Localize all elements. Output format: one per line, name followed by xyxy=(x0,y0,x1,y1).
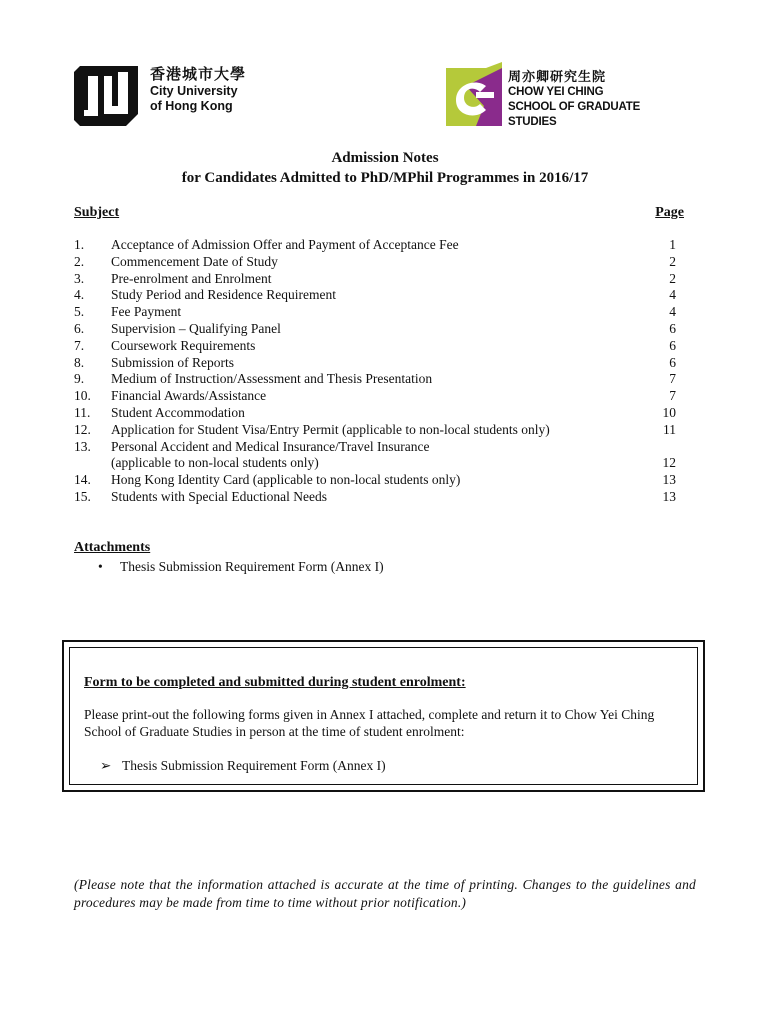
cityu-name-en-1: City University xyxy=(150,84,238,98)
toc-item-page: 11 xyxy=(663,421,676,437)
toc-item-number: 9. xyxy=(74,371,85,387)
toc-item-subject: (applicable to non-local students only) xyxy=(111,455,319,471)
toc-row xyxy=(74,422,684,439)
toc-item-subject: Medium of Instruction/Assessment and Thesis Presentation xyxy=(111,371,433,387)
toc-item-subject: Student Accommodation xyxy=(111,404,245,420)
form-notice-title: Form to be completed and submitted during student enrolment: xyxy=(84,675,466,690)
document-title: Admission Notes xyxy=(331,150,439,166)
toc-item-subject: Commencement Date of Study xyxy=(111,253,278,269)
toc-item-subject: Study Period and Residence Requirement xyxy=(111,287,336,303)
toc-item-number: 3. xyxy=(74,270,85,286)
toc-row xyxy=(74,455,684,472)
cyc-name-en-2: SCHOOL OF GRADUATE STUDIES xyxy=(508,101,641,128)
toc-item-page: 4 xyxy=(669,304,676,320)
form-notice-item-text: Thesis Submission Requirement Form (Annex I) xyxy=(122,758,386,773)
toc-item-subject: Personal Accident and Medical Insurance/Travel Insurance xyxy=(111,438,430,454)
toc-item-subject: Coursework Requirements xyxy=(111,337,256,353)
attachment-item-text: Thesis Submission Requirement Form (Annex I) xyxy=(120,559,384,574)
toc-item-subject: Application for Student Visa/Entry Permit (applicable to non-local students only) xyxy=(111,421,550,437)
toc-item-page: 13 xyxy=(662,472,676,488)
toc-row xyxy=(74,371,684,388)
toc-item-page: 6 xyxy=(669,337,676,353)
cityu-logo-text xyxy=(150,66,246,114)
cyc-name-en-1: CHOW YEI CHING xyxy=(508,86,604,98)
toc-row xyxy=(74,338,684,355)
toc-item-page: 12 xyxy=(662,455,676,471)
toc-row xyxy=(74,405,684,422)
toc-row xyxy=(74,304,684,321)
toc-row xyxy=(74,439,684,456)
toc-row xyxy=(74,388,684,405)
toc-page-header: Page xyxy=(655,205,684,220)
toc-item-page: 10 xyxy=(662,404,676,420)
toc-item-number: 7. xyxy=(74,337,85,353)
toc-item-number: 11. xyxy=(74,404,91,420)
cyc-logo-text xyxy=(508,68,686,130)
cyc-emblem-icon xyxy=(446,62,502,126)
toc-item-number: 15. xyxy=(74,488,91,504)
bullet-icon: • xyxy=(98,559,103,574)
toc-item-number: 1. xyxy=(74,237,85,252)
toc-row xyxy=(74,287,684,304)
table-of-contents xyxy=(74,237,684,506)
cyc-logo xyxy=(446,60,686,130)
document-subtitle: for Candidates Admitted to PhD/MPhil Programmes in 2016/17 xyxy=(181,170,589,186)
toc-item-subject: Financial Awards/Assistance xyxy=(111,388,267,404)
cityu-name-zh: 香港城市大學 xyxy=(150,66,247,83)
cityu-logo xyxy=(74,60,254,130)
toc-item-number: 13. xyxy=(74,438,91,454)
toc-item-subject: Pre-enrolment and Enrolment xyxy=(111,270,272,286)
toc-item-number: 5. xyxy=(74,304,85,320)
toc-row xyxy=(74,355,684,372)
form-notice-item xyxy=(100,758,386,774)
toc-item-subject: Fee Payment xyxy=(111,304,182,320)
cyc-name-zh: 周亦卿研究生院 xyxy=(508,69,607,84)
attachments-header: Attachments xyxy=(74,540,151,555)
toc-item-page: 2 xyxy=(669,253,676,269)
cityu-emblem-icon xyxy=(74,62,144,126)
toc-item-subject: Hong Kong Identity Card (applicable to non-local students only) xyxy=(111,472,461,488)
form-notice-inner-border xyxy=(69,647,698,785)
arrow-bullet-icon: ➢ xyxy=(100,758,112,773)
toc-item-number: 14. xyxy=(74,472,91,488)
toc-row xyxy=(74,321,684,338)
toc-item-page: 13 xyxy=(662,488,676,504)
toc-item-page: 4 xyxy=(669,287,676,303)
toc-row xyxy=(74,271,684,288)
toc-row xyxy=(74,489,684,506)
toc-item-page: 6 xyxy=(669,320,676,336)
toc-item-subject: Students with Special Eductional Needs xyxy=(111,488,327,504)
toc-item-number: 2. xyxy=(74,253,85,269)
toc-item-page: 6 xyxy=(669,354,676,370)
toc-row xyxy=(74,472,684,489)
toc-row xyxy=(74,254,684,271)
form-notice-box xyxy=(62,640,705,792)
toc-item-number: 6. xyxy=(74,320,85,336)
toc-item-number: 4. xyxy=(74,287,85,303)
toc-item-number: 8. xyxy=(74,354,85,370)
toc-item-page: 2 xyxy=(669,270,676,286)
cityu-name-en-2: of Hong Kong xyxy=(150,99,233,113)
toc-row xyxy=(74,237,684,254)
form-notice-body: Please print-out the following forms given in Annex I attached, complete and return it to Chow Yei Ching School of Graduate Studies in person at the time of student enrolment: xyxy=(84,707,655,739)
toc-subject-header: Subject xyxy=(74,205,120,220)
toc-item-page: 1 xyxy=(669,237,676,252)
toc-item-number: 10. xyxy=(74,388,91,404)
toc-item-page: 7 xyxy=(669,371,676,387)
toc-item-number: 12. xyxy=(74,421,91,437)
attachment-item xyxy=(98,559,384,575)
toc-item-subject: Acceptance of Admission Offer and Payment of Acceptance Fee xyxy=(111,237,459,252)
toc-item-page: 7 xyxy=(669,388,676,404)
toc-item-subject: Submission of Reports xyxy=(111,354,235,370)
disclaimer-note: (Please note that the information attached is accurate at the time of printing. Changes to the guidelines and procedures may be made from time to time without prior notification.) xyxy=(74,877,696,910)
toc-item-subject: Supervision – Qualifying Panel xyxy=(111,320,281,336)
